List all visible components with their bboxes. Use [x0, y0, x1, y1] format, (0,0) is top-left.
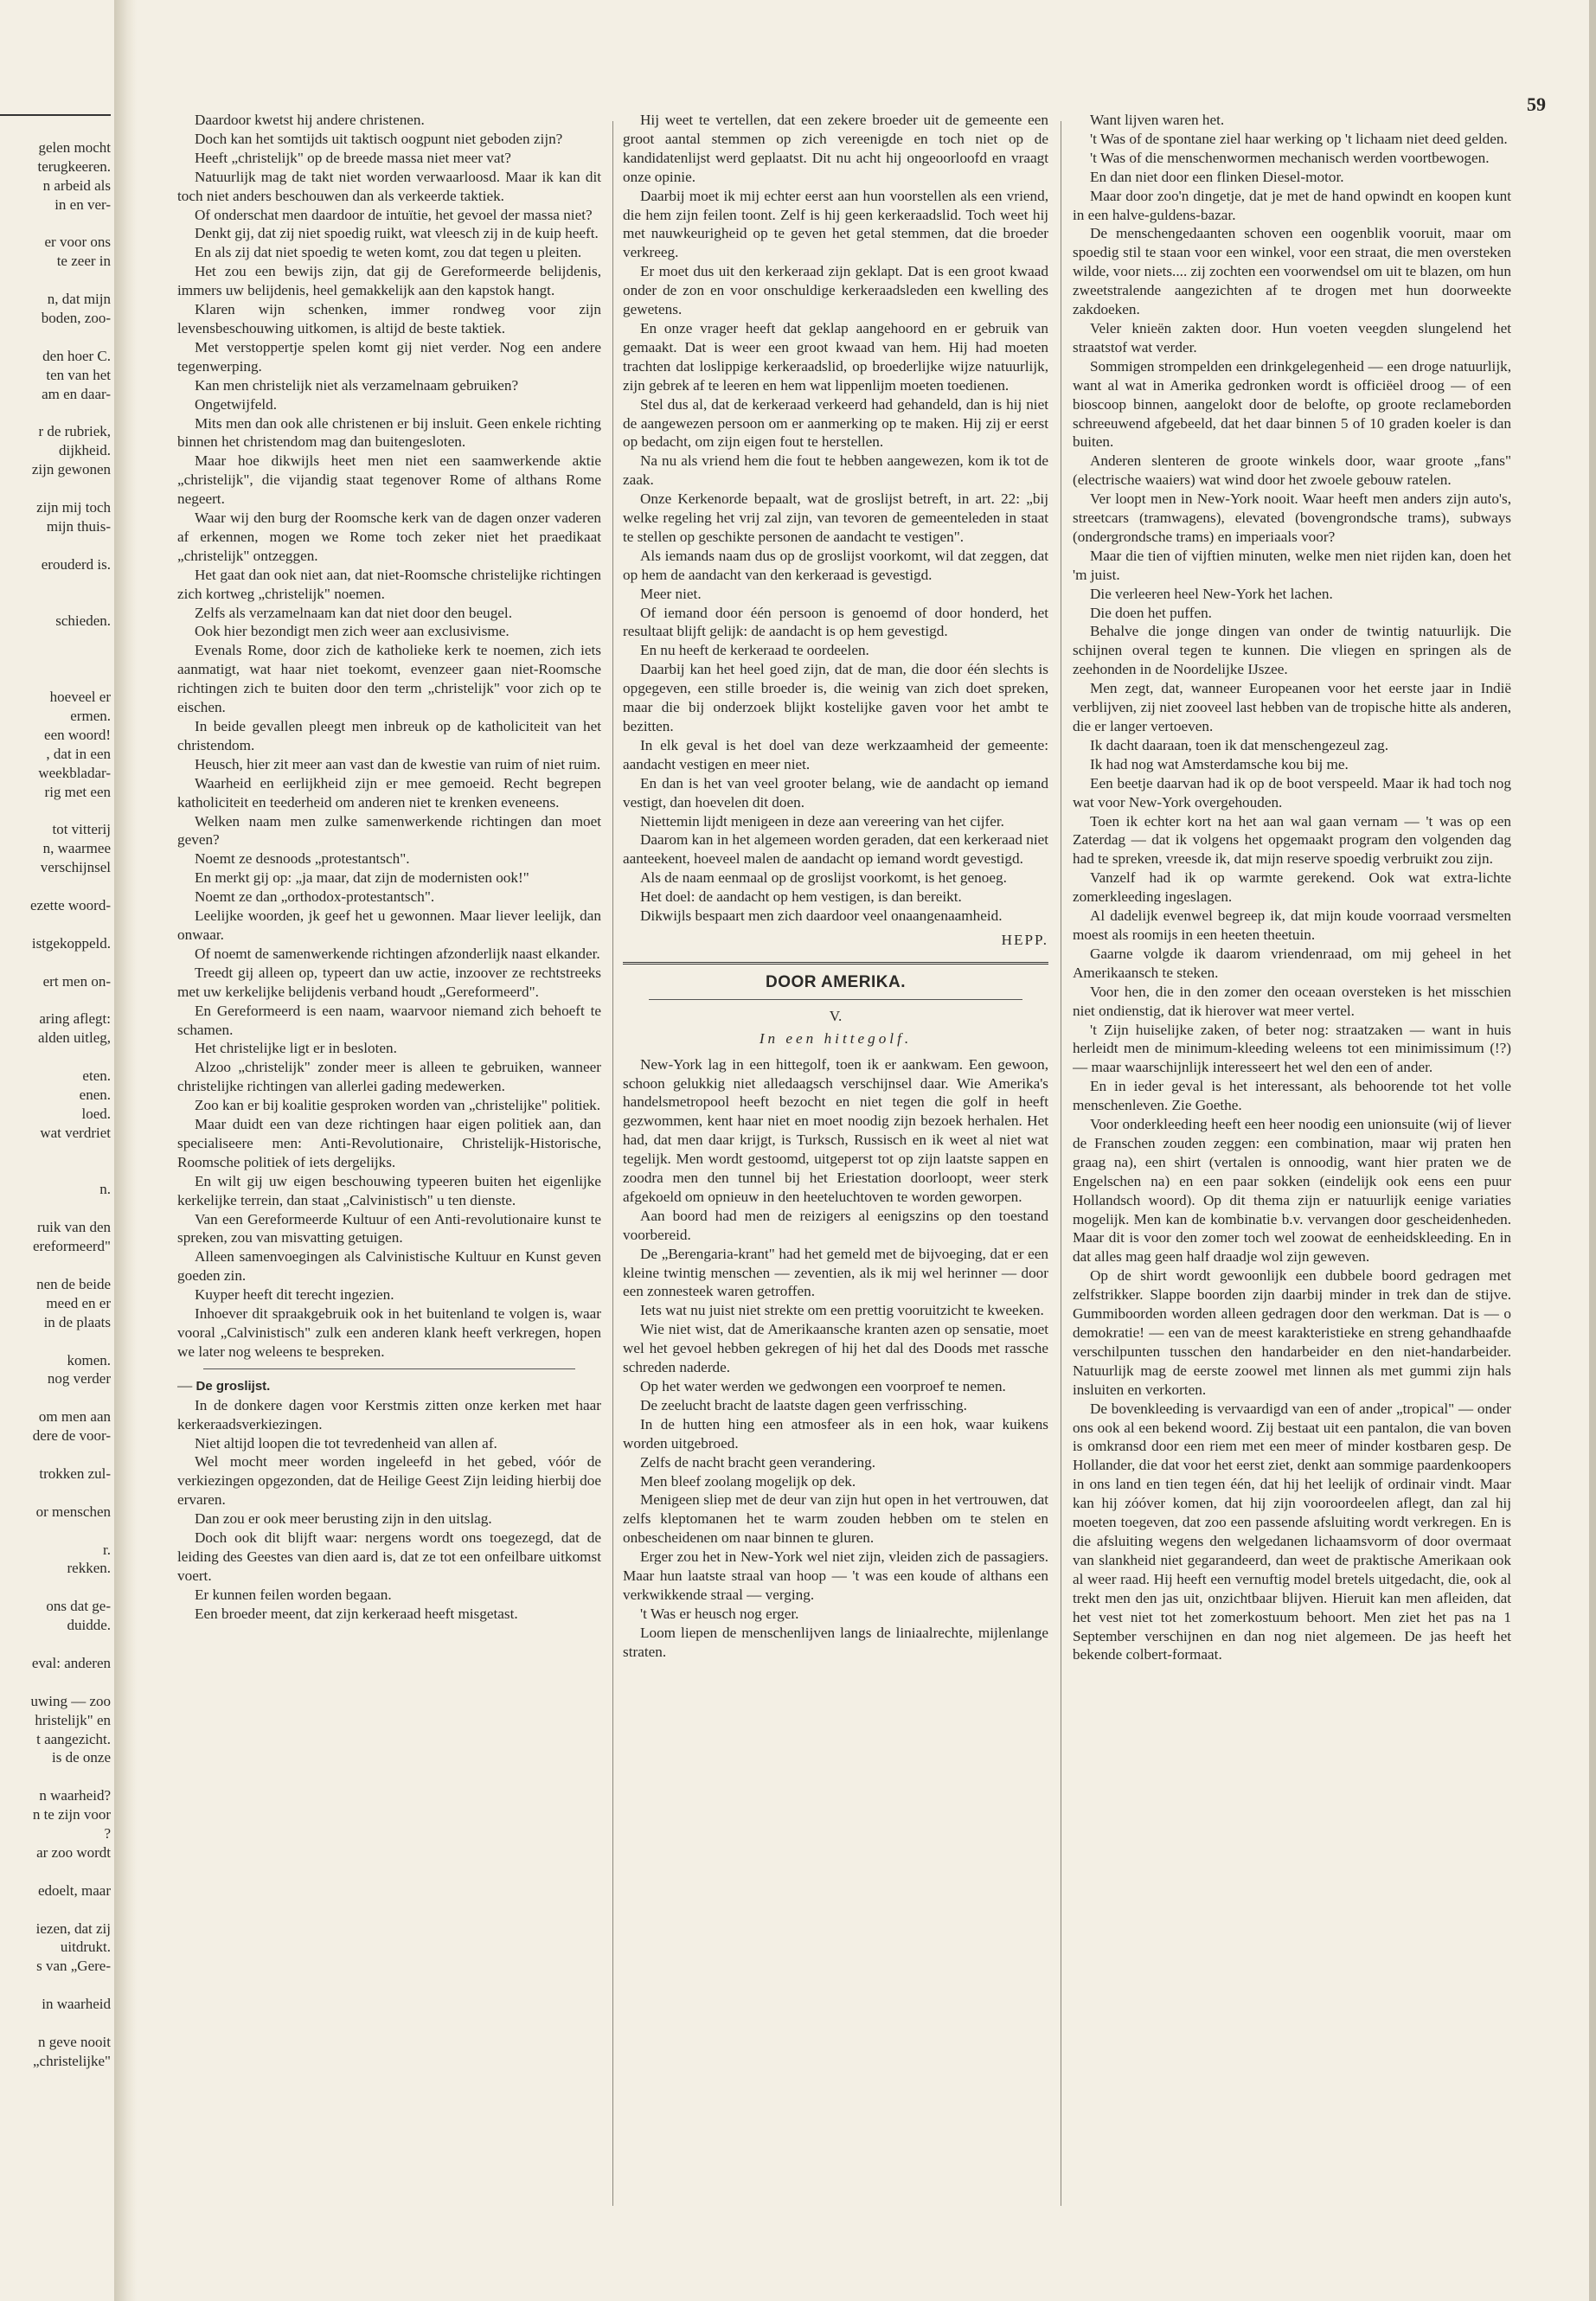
fragment-line — [0, 877, 111, 896]
paragraph: Alzoo „christelijk" zonder meer is alleen te gebruiken, wanneer christelijke richtingen van allerlei gading medewerken. — [177, 1059, 601, 1095]
paragraph: Welken naam men zulke samenwerkende richtingen dan moet geven? — [177, 812, 601, 849]
fragment-line: edoelt, maar — [37, 1881, 111, 1899]
paragraph: De menschengedaanten schoven een oogenblik vooruit, maar om spoedig stil te staan voor een winkel, voor een straat, die men oversteken wilde, voor niets.... zij zochten een voorwendsel om uit te blazen, om hun zweetstralende aangezichten af te drogen met hun doorweekte zakdoeken. — [1073, 225, 1511, 318]
paragraph: Er moet dus uit den kerkeraad zijn geklapt. Dat is een groot kwaad onder de zon en voor onschuldige kerkeraadsleden een kwelling des gewetens. — [623, 263, 1048, 318]
fragment-line: r. — [103, 1541, 111, 1558]
fragment-line — [0, 404, 111, 423]
paragraph: Maar door zoo'n dingetje, dat je met de hand opwindt en koopen kunt in een halve-guldens-bazar. — [1073, 187, 1511, 223]
column-1-article-body — [177, 111, 601, 1362]
fragment-line: „christelijke" — [32, 2052, 111, 2069]
paragraph: De bovenkleeding is vervaardigd van een of ander „tropical" — onder ons ook al een bekend woord. Zij bestaat uit een pantalon, die van boven is omkransd door een riem met een meer of minder kostbaren gesp. De Hollander, die dat voor het eerst ziet, denkt aan sommige paardenkoopers in ons land en tien tegen één, dat hij het leelijk of ordinair vindt. Maar kan hij zóóver komen, dat hij zijn vooroordeelen aflegt, dan zal hij moeten toegeven, dat zoo een passende afsluiting wordt verkregen. En is die afsluiting wegens den welgedanen lichaamsvorm of door overmaat van slankheid niet gegarandeerd, dan weet de praktische Amerikaan ook al weer raad. Hij heeft een vernuftig model bretels uitgedacht, die, ook al trekt men den jas uit, onzichtbaar blijven. Hieruit kan men afleiden, dat het vest niet tot het zomerkostuum behoort. Men ziet het pas na 1 September verschijnen en dan nog niet algemeen. De jas heeft het bekende colbert-formaat. — [1073, 1400, 1511, 1663]
paragraph: Heeft „christelijk" op de breede massa niet meer vat? — [195, 149, 511, 166]
fragment-line: hristelijk" en — [35, 1711, 111, 1728]
fragment-line: or menschen — [35, 1503, 111, 1520]
fragment-line: ruik van den — [37, 1219, 111, 1236]
fragment-line: dijkheid. — [59, 442, 111, 459]
paragraph: Op het water werden we gedwongen een voorproef te nemen. — [640, 1378, 1006, 1394]
paragraph: Of noemt de samenwerkende richtingen afzonderlijk naast elkander. — [195, 945, 600, 962]
fragment-line — [0, 593, 111, 612]
fragment-line — [0, 669, 111, 688]
paragraph: In elk geval is het doel van deze werkzaamheid der gemeente: aandacht vestigen en meer niet. — [623, 736, 1048, 772]
section-subtitle: In een hittegolf. — [759, 1029, 913, 1047]
fragment-line: een woord! — [44, 726, 111, 743]
fragment-line — [0, 119, 111, 138]
fragment-line: trokken zul- — [39, 1465, 111, 1482]
paragraph: Ook hier bezondigt men zich weer aan exclusivisme. — [195, 623, 510, 640]
fragment-line: tot vitterij — [52, 821, 111, 838]
paragraph: En onze vrager heeft dat geklap aangehoord en er gebruik van gemaakt. Dat is weer een groot kwaad van hem. Hij had moeten trachten dat loslippige kerkeraadslid, op broederlijke wijze natuurlijk, zijn gebrek af te leeren en hem wat lippenlijm moeten toedienen. — [623, 319, 1048, 394]
fragment-line — [0, 1332, 111, 1351]
fragment-line — [0, 990, 111, 1009]
paragraph: Het gaat dan ook niet aan, dat niet-Roomsche christelijke richtingen zich kortweg „christelijk" noemen. — [177, 566, 601, 602]
paragraph: In de hutten hing een atmosfeer als in een hok, waar kuikens worden uitgebroed. — [623, 1415, 1048, 1452]
fragment-line — [0, 1162, 111, 1181]
paragraph: Ver loopt men in New-York nooit. Waar heeft men anders zijn auto's, streetcars (tramwagens), elevated (bovengrondsche trams), subways (ondergrondsche trams) en imperiaals voor? — [1073, 490, 1511, 545]
paragraph: De zeelucht bracht de laatste dagen geen verfrissching. — [640, 1396, 967, 1413]
fragment-line: s van „Gere- — [36, 1958, 111, 1975]
paragraph: Zoo kan er bij koalitie gesproken worden van „christelijke" politiek. — [195, 1097, 601, 1114]
fragment-line: ereformeerd" — [33, 1238, 111, 1255]
paragraph: Of iemand door één persoon is genoemd of door honderd, het resultaat blijft gelijk: de aandacht is op hem gevestigd. — [623, 604, 1048, 640]
paragraph: Hij weet te vertellen, dat een zekere broeder uit de gemeente een groot aantal stemmen op zich vereenigde en toch niet op de kandidatenlijst werd geplaatst. Dit nu acht hij ongeoorloofd en vraagt onze opinie. — [623, 112, 1048, 185]
fragment-line — [0, 1048, 111, 1067]
paragraph: Loom liepen de menschenlijven langs de liniaalrechte, mijlenlange straten. — [623, 1624, 1048, 1660]
paragraph: Dikwijls bespaart men zich daardoor veel onaangenaamheid. — [640, 907, 1003, 925]
fragment-line — [0, 215, 111, 234]
paragraph: Wie niet wist, dat de Amerikaansche kranten azen op sensatie, moet wel het gevoel hebben gekregen of hij het dal des Doods met rassche schreden naderde. — [623, 1321, 1048, 1376]
paragraph: Men bleef zoolang mogelijk op dek. — [640, 1472, 856, 1490]
fragment-line: loed. — [81, 1105, 111, 1122]
paragraph: Waarheid en eerlijkheid zijn er mee gemoeid. Recht begrepen katholiciteit en teederheid om anderen niet te krenken eveneens. — [177, 774, 601, 811]
paragraph: Ongetwijfeld. — [195, 395, 277, 413]
fragment-line — [0, 1635, 111, 1654]
paragraph: Voor onderkleeding heeft een heer noodig een unionsuite (wij of liever de Franschen zouden zeggen: een combination, maar wij praten hen graag na), een shirt (vertalen is onnoodig, want hier praten we de Engelschen na) en een paar sokken (eindelijk ook eens een puur Hollandsch woord). Op dit thema zijn er natuurlijk eenige variaties mogelijk. Men kan de kombinatie b.v. vervangen door gescheidenheden. Maar dit is voor den zomer toch wel zoowat de eenheidskleeding. En in dat alles mag geen half draadje wol zijn geweven. — [1073, 1116, 1511, 1266]
paragraph: Maar hoe dikwijls heet men niet een saamwerkende aktie „christelijk", die vijandig staat tegenover Rome of althans Rome negeert. — [177, 452, 601, 508]
paragraph: En in ieder geval is het interessant, als behoorende tot het volle menschenleven. Zie Goethe. — [1073, 1078, 1511, 1114]
fragment-line — [0, 631, 111, 650]
fragment-line — [0, 1199, 111, 1218]
paragraph: New-York lag in een hittegolf, toen ik er aankwam. Een gewoon, schoon gelukkig niet alledaagsch verschijnsel daar. Wie Amerika's handelsmetropool heeft bezocht en niet tegen die golf in heeft gezwommen, kent haar niet en moet noodig zijn bezoek herhalen. Het had, dat men daar krijgt, is Turksch, Russisch en ik weet al niet wat tegelijk. Men wordt gestoomd, uitgeperst tot op zijn laatste sappen en zoodra men den tunnel bij het Eriestation doorloopt, weer sterk afgekoeld om opnieuw in den heeteluchtoven te worden geworpen. — [623, 1055, 1048, 1205]
paragraph: Niettemin lijdt menigeen in deze aan vereering van het cijfer. — [640, 812, 1004, 830]
paragraph: 't Was er heusch nog erger. — [640, 1605, 799, 1622]
column-1-groslijst-body — [177, 1396, 601, 1624]
paragraph: Kan men christelijk niet als verzamelnaam gebruiken? — [195, 376, 519, 394]
fragment-line: t aangezicht. — [36, 1730, 111, 1747]
paragraph: Noemt ze dan „orthodox-protestantsch". — [195, 888, 435, 906]
paragraph: Voor hen, die in den zomer den oceaan oversteken is het misschien niet ondienstig, dat ik hierover wat meer vertel. — [1073, 983, 1511, 1019]
fragment-line: in de plaats — [43, 1313, 111, 1330]
fragment-line: erouderd is. — [41, 555, 111, 573]
binding-gutter — [114, 0, 137, 2301]
fragment-line: rig met een — [44, 783, 111, 800]
column-2-travel-body — [623, 1055, 1048, 1662]
paragraph: Noemt ze desnoods „protestantsch". — [195, 850, 410, 868]
fragment-line: ? — [104, 1825, 111, 1843]
section-number: V. — [829, 1007, 843, 1024]
section-title: DOOR AMERIKA. — [765, 972, 907, 991]
fragment-line: istgekoppeld. — [31, 934, 111, 952]
paragraph: Men zegt, dat, wanneer Europeanen voor het eerste jaar in Indië verblijven, zij niet zooveel last hebben van de tropische hitte als anderen, die er langer vertoeven. — [1073, 680, 1511, 734]
paragraph: Inhoever dit spraakgebruik ook in het buitenland te volgen is, waar vooral „Calvinistisch" zulk een anderen klank heeft verkregen, hopen we later nog weleens te bespreken. — [177, 1305, 601, 1360]
paragraph: Gaarne volgde ik daarom vriendenraad, om mij geheel in het Amerikaansch te steken. — [1073, 945, 1511, 981]
fragment-line: alden uitleg, — [37, 1029, 111, 1047]
fragment-line — [0, 271, 111, 290]
fragment-line — [0, 650, 111, 669]
paragraph: Toen ik echter kort na het aan wal gaan vernam — 't was op een Zaterdag — dat ik volgens het opgemaakt program den volgenden dag had te spreken, vreesde ik, dat mijn reserve spoedig verbruikt zou zijn. — [1073, 812, 1511, 868]
fragment-line — [0, 801, 111, 820]
paragraph: Menigeen sliep met de deur van zijn hut open in het vertrouwen, dat zelfs kleptomanen het te warm zouden hebben om te stelen en onbescheidenen om naar binnen te gluren. — [623, 1491, 1048, 1547]
fragment-line: om men aan — [38, 1408, 111, 1426]
paragraph: Natuurlijk mag de takt niet worden verwaarloosd. Maar ik kan dit toch niet anders beschouwen dan als verkeerde taktiek. — [177, 168, 601, 204]
column-divider — [612, 121, 613, 2206]
paragraph: Maar duidt een van deze richtingen haar eigen politiek aan, dan specialiseere men: Anti-Revolutionaire, Christelijk-Historische, Roomsche politiek of iets dergelijks. — [177, 1116, 601, 1170]
paragraph: Ik dacht daaraan, toen ik dat menschengezeul zag. — [1090, 736, 1389, 753]
paragraph: Er kunnen feilen worden begaan. — [195, 1586, 392, 1603]
column-1 — [177, 111, 601, 2195]
fragment-line: zijn mij toch — [36, 499, 111, 516]
paragraph: En Gereformeerd is een naam, waarvoor niemand zich behoeft te schamen. — [177, 1002, 601, 1038]
fragment-line: eten. — [82, 1067, 111, 1085]
fragment-line — [0, 1673, 111, 1692]
fragment-line — [0, 574, 111, 593]
paragraph: En als zij dat niet spoedig te weten komt, zou dat tegen u pleiten. — [195, 244, 582, 261]
fragment-line: n. — [99, 1181, 111, 1198]
paragraph: Met verstoppertje spelen komt gij niet verder. Nog een andere tegenwerping. — [177, 338, 601, 375]
fragment-line: er voor ons — [44, 234, 111, 251]
paragraph: 't Was of de spontane ziel haar werking op 't lichaam niet deed gelden. — [1090, 130, 1508, 147]
fragment-line — [0, 1862, 111, 1881]
paragraph: Klaren wijn schenken, immer rondweg voor zijn levensbeschouwing uitkomen, is altijd de beste taktiek. — [177, 301, 601, 336]
fragment-line: dere de voor- — [32, 1427, 111, 1445]
paragraph: Iets wat nu juist niet strekte om een prettig vooruitzicht te kweeken. — [640, 1302, 1044, 1319]
fragment-line: te zeer in — [56, 253, 111, 270]
previous-page-column-fragment — [0, 111, 111, 2247]
paragraph: Anderen slenteren de groote winkels door, waar groote „fans" (electrische waaiers) wat wind door het zwoele gebouw ratelen. — [1073, 452, 1511, 489]
paragraph: 't Was of die menschenwormen mechanisch werden voortbewogen. — [1090, 149, 1490, 166]
title-separator — [649, 999, 1022, 1000]
paragraph: En nu heeft de kerkeraad te oordeelen. — [640, 642, 869, 659]
fragment-line — [0, 1143, 111, 1162]
fragment-line: in waarheid — [42, 1996, 111, 2013]
fragment-line — [0, 1445, 111, 1465]
fragment-line: n waarheid? — [39, 1787, 111, 1804]
paragraph: Onze Kerkenorde bepaalt, wat de groslijst betreft, in art. 22: „bij welke regeling het vrij zal zijn, van tevoren de gemeenteleden in staat te stellen op geschikte personen de aandacht te vestigen". — [623, 490, 1048, 545]
fragment-line: zijn gewonen — [31, 461, 111, 478]
paragraph: Doch ook dit blijft waar: nergens wordt ons toegezegd, dat de leiding des Geestes van dien aard is, dat ze tot een onfeilbare uitkomst voert. — [177, 1529, 601, 1584]
paragraph: Stel dus al, dat de kerkeraad verkeerd had gehandeld, dan is hij niet de aangewezen persoon om er aanmerking op te maken. Hij zij er eerst op bedacht, om zijn eigen fout te herstellen. — [623, 395, 1048, 451]
fragment-line: am en daar- — [42, 385, 111, 402]
fragment-line — [0, 1578, 111, 1597]
fragment-line — [0, 1388, 111, 1407]
column-3 — [1073, 111, 1511, 2170]
paragraph: Mits men dan ook alle christenen er bij insluit. Geen enkele richting binnen het christendom mag dan buitengesloten. — [177, 414, 601, 451]
paragraph: Na nu als vriend hem die fout te hebben aangewezen, kom ik tot de zaak. — [623, 452, 1048, 489]
fragment-line: komen. — [67, 1351, 111, 1368]
fragment-line: rekken. — [67, 1560, 111, 1577]
fragment-line — [0, 2014, 111, 2033]
paragraph: Het zou een bewijs zijn, dat gij de Gereformeerde belijdenis, immers uw belijdenis, heel gemakkelijk aan den kapstok hangt. — [177, 263, 601, 299]
paragraph: De „Berengaria-krant" had het gemeld met de bijvoeging, dat er een kleine twintig menschen — zeventien, als ik mij wel herinner — door een zonnesteek waren getroffen. — [623, 1245, 1048, 1300]
fragment-line: weekbladar- — [38, 764, 111, 781]
fragment-line: verschijnsel — [40, 859, 111, 876]
fragment-line: , dat in een — [46, 745, 111, 762]
fragment-line: eval: anderen — [31, 1654, 111, 1671]
fragment-line: in en ver- — [54, 195, 111, 213]
paragraph: Daarbij moet ik mij echter eerst aan hun voorstellen als een vriend, die hem zijn feilen toont. Zelf is hij geen kerkeraadslid. Toch weet hij met nauwkeurigheid op te geven het getal stemmen, dat die broeder verkreeg. — [623, 187, 1048, 261]
paragraph: Al dadelijk evenwel begreep ik, dat mijn koude voorraad versmelten moest als roomijs in een heeten theetuin. — [1073, 907, 1511, 943]
fragment-line: iezen, dat zij — [35, 1920, 111, 1937]
paragraph: Op de shirt wordt gewoonlijk een dubbele boord gedragen met zelfstrikker. Slappe boorden zijn daarbij minder in trek dan de stijve. Gummiboorden worden alleen gedragen door den werkman. Dat is — o demokratie! — een van de meest karakteristieke en streng gehandhaafde verschilpunten tusschen den handarbeider en den niet-handarbeider. Natuurlijk mag de eerste zoowel met linnen als met gummi zijn hals insluiten en verkorten. — [1073, 1267, 1511, 1398]
paragraph: In de donkere dagen voor Kerstmis zitten onze kerken met haar kerkeraadsverkiezingen. — [177, 1396, 601, 1433]
paragraph: Denkt gij, dat zij niet spoedig ruikt, wat vleesch zij in de kuip heeft. — [195, 225, 599, 242]
paragraph: Heusch, hier zit meer aan vast dan de kwestie van ruim of niet ruim. — [195, 755, 601, 772]
fragment-line: hoeveel er — [49, 689, 111, 705]
page-number: 59 — [1527, 93, 1546, 115]
paragraph: Het christelijke ligt er in besloten. — [195, 1040, 397, 1057]
fragment-line: uwing — zoo — [30, 1692, 111, 1709]
fragment-line: den hoer C. — [42, 347, 111, 364]
paragraph: Aan boord had men de reizigers al eenigszins op den toestand voorbereid. — [623, 1207, 1048, 1243]
fragment-line: ermen. — [70, 707, 111, 724]
paragraph: Evenals Rome, door zich de katholieke kerk te noemen, zich iets aanmatigt, wat haar niet toekomt, evenzeer gaan niet-Roomsche richtingen zich te buiten door den term „christelijk" voor zich op te eischen. — [177, 642, 601, 716]
fragment-line: meed en er — [46, 1294, 111, 1311]
paragraph: Van een Gereformeerde Kultuur of een Anti-revolutionaire kunst te spreken, zou van misvatting getuigen. — [177, 1210, 601, 1247]
paragraph: Vanzelf had ik op warmte gerekend. Ook wat extra-lichte zomerkleeding ingeslagen. — [1073, 869, 1511, 906]
paragraph: En wilt gij uw eigen beschouwing typeeren buiten het eigenlijke kerkelijke terrein, dan staat „Calvinistisch" u ten dienste. — [177, 1172, 601, 1208]
paragraph: Meer niet. — [640, 585, 702, 602]
fragment-line — [0, 1484, 111, 1503]
fragment-line: mijn thuis- — [46, 517, 111, 535]
fragment-line — [0, 479, 111, 498]
paragraph: Wel mocht meer worden ingeleefd in het gebed, vóór de verkiezingen opgezonden, dat de Heilige Geest Zijn leiding hierbij doe ervaren. — [177, 1453, 601, 1509]
page-edge — [1589, 0, 1596, 2301]
paragraph: Het doel: de aandacht op hem vestigen, is dan bereikt. — [640, 888, 962, 906]
paragraph: Die doen het puffen. — [1090, 604, 1212, 621]
paragraph: Zelfs als verzamelnaam kan dat niet door den beugel. — [195, 604, 512, 621]
fragment-line: ons dat ge- — [46, 1598, 111, 1615]
paragraph: En dan is het van veel grooter belang, wie de aandacht op iemand vestigt, dan hoevelen dit doen. — [623, 774, 1048, 811]
subsection-heading: — De groslijst. — [177, 1376, 271, 1394]
paragraph: In beide gevallen pleegt men inbreuk op de katholiciteit van het christendom. — [177, 718, 601, 753]
column-3-travel-body — [1073, 111, 1511, 1664]
paragraph: Daarbij kan het heel goed zijn, dat de man, die door één slechts is opgegeven, een stille broeder is, die weinig van zich doet spreken, maar die bij onderzoek blijkt kostelijke gaven voor het ambt te bezitten. — [623, 661, 1048, 734]
paragraph: Of onderschat men daardoor de intuïtie, het gevoel der massa niet? — [195, 206, 593, 223]
paragraph: 't Zijn huiselijke zaken, of beter nog: straatzaken — want in huis herleidt men de minimum-kleeding weleens tot een minimissimum (!?) — maar waarschijnlijk interesseert het wel den een of ander. — [1073, 1021, 1511, 1076]
fragment-line — [0, 953, 111, 972]
fragment-line: n arbeid als — [42, 176, 111, 194]
fragment-line: boden, zoo- — [41, 310, 111, 327]
fragment-line — [0, 1256, 111, 1275]
fragment-line: n, waarmee — [42, 840, 111, 857]
fragment-line: wat verdriet — [40, 1124, 111, 1141]
fragment-line — [0, 1767, 111, 1786]
paragraph: Kuyper heeft dit terecht ingezien. — [195, 1286, 394, 1304]
fragment-line: terugkeeren. — [37, 157, 111, 175]
paragraph: En merkt gij op: „ja maar, dat zijn de modernisten ook!" — [195, 869, 529, 887]
fragment-line: r de rubriek, — [38, 423, 111, 440]
author-signature: HEPP. — [1001, 931, 1048, 948]
paragraph-separator — [203, 1368, 575, 1369]
fragment-line — [0, 536, 111, 555]
fragment-line: schieden. — [55, 612, 111, 630]
paragraph: Alleen samenvoegingen als Calvinistische Kultuur en Kunst geven goeden zin. — [177, 1248, 601, 1285]
fragment-line: ezette woord- — [30, 896, 111, 913]
column-2-article-body — [623, 111, 1048, 926]
paragraph: Als de naam eenmaal op de groslijst voorkomt, is het genoeg. — [640, 869, 1007, 887]
paragraph: Sommigen strompelden een drinkgelegenheid — een droge natuurlijk, want al wat in Amerika gedronken wordt is officiëel droog — of een bioscoop binnen, aangelokt door de belofte, op groote reclameborden schreeuwend afgebeeld, dat het daar binnen 5 of 10 graden koeler is dan buiten. — [1073, 357, 1511, 451]
paragraph: Waar wij den burg der Roomsche kerk van de dagen onzer vaderen af erkennen, mogen we Rome toch zeker niet het praedikaat „christelijk" ontzeggen. — [177, 510, 601, 564]
paragraph: Niet altijd loopen die tot tevredenheid van allen af. — [195, 1434, 497, 1452]
section-rule — [623, 962, 1048, 965]
column-2 — [623, 111, 1048, 2187]
paragraph: Daarom kan in het algemeen worden geraden, dat een kerkeraad niet aanteekent, hoeveel malen de aandacht op iemand wordt gevestigd. — [623, 831, 1048, 868]
fragment-line: is de onze — [52, 1749, 111, 1766]
paragraph: Dan zou er ook meer berusting zijn in den uitslag. — [195, 1510, 492, 1528]
paragraph: Die verleeren heel New-York het lachen. — [1090, 585, 1333, 602]
fragment-line — [0, 1976, 111, 1995]
fragment-line — [0, 1522, 111, 1541]
paragraph: Ik had nog wat Amsterdamsche kou bij me. — [1090, 755, 1349, 772]
fragment-line: ar zoo wordt — [36, 1843, 111, 1861]
paragraph: Veler knieën zakten door. Hun voeten veegden slungelend het straatstof wat verder. — [1073, 319, 1511, 356]
paragraph: Doch kan het somtijds uit taktisch oogpunt niet geboden zijn? — [195, 130, 563, 147]
fragment-line: ten van het — [46, 366, 111, 383]
paragraph: Een broeder meent, dat zijn kerkeraad heeft misgetast. — [195, 1605, 518, 1622]
fragment-line: gelen mocht — [38, 138, 111, 156]
paragraph: Als iemands naam dus op de groslijst voorkomt, wil dat zeggen, dat op hem de aandacht van den kerkeraad is gevestigd. — [623, 547, 1048, 583]
paragraph: Behalve die jonge dingen van onder de twintig natuurlijk. Die schijnen overal tegen te kunnen. Die vliegen en springen als de zeehonden in de Noordelijke IJszee. — [1073, 623, 1511, 678]
fragment-line: aring aflegt: — [39, 1010, 111, 1028]
fragment-line — [0, 915, 111, 934]
paragraph: Zelfs de nacht bracht geen verandering. — [640, 1453, 876, 1471]
fragment-line — [0, 1900, 111, 1920]
fragment-line: enen. — [79, 1086, 111, 1103]
fragment-line — [0, 328, 111, 347]
column-top-rule — [0, 114, 111, 116]
fragment-line: ert men on- — [42, 972, 111, 990]
fragment-line: uitdrukt. — [60, 1939, 111, 1956]
fragment-line: nog verder — [47, 1370, 111, 1388]
fragment-line: nen de beide — [36, 1275, 111, 1292]
fragment-line: duidde. — [67, 1617, 111, 1634]
paragraph: Treedt gij alleen op, typeert dan uw actie, inzoover ze rechtstreeks met uw kerkelijke belijdenis verband houdt „Gereformeerd". — [177, 964, 601, 1000]
paragraph: Want lijven waren het. — [1090, 112, 1225, 128]
paragraph: Leelijke woorden, jk geef het u gewonnen. Maar liever leelijk, dan onwaar. — [177, 907, 601, 943]
paragraph: En dan niet door een flinken Diesel-motor. — [1090, 168, 1344, 185]
paragraph: Een beetje daarvan had ik op de boot verspeeld. Maar ik had toch nog wat voor New-York overgehouden. — [1073, 774, 1511, 811]
fragment-line: n, dat mijn — [47, 291, 111, 308]
fragment-line: n geve nooit — [37, 2033, 111, 2050]
fragment-line: n te zijn voor — [32, 1806, 111, 1823]
paragraph: Erger zou het in New-York wel niet zijn, vleiden zich de passagiers. Maar hun laatste straal van hoop — 't was een koude of althans een verkwikkende straal — verging. — [623, 1548, 1048, 1603]
paragraph: Daardoor kwetst hij andere christenen. — [195, 112, 425, 128]
paragraph: Maar die tien of vijftien minuten, welke men niet rijden kan, doen het 'm juist. — [1073, 547, 1511, 583]
